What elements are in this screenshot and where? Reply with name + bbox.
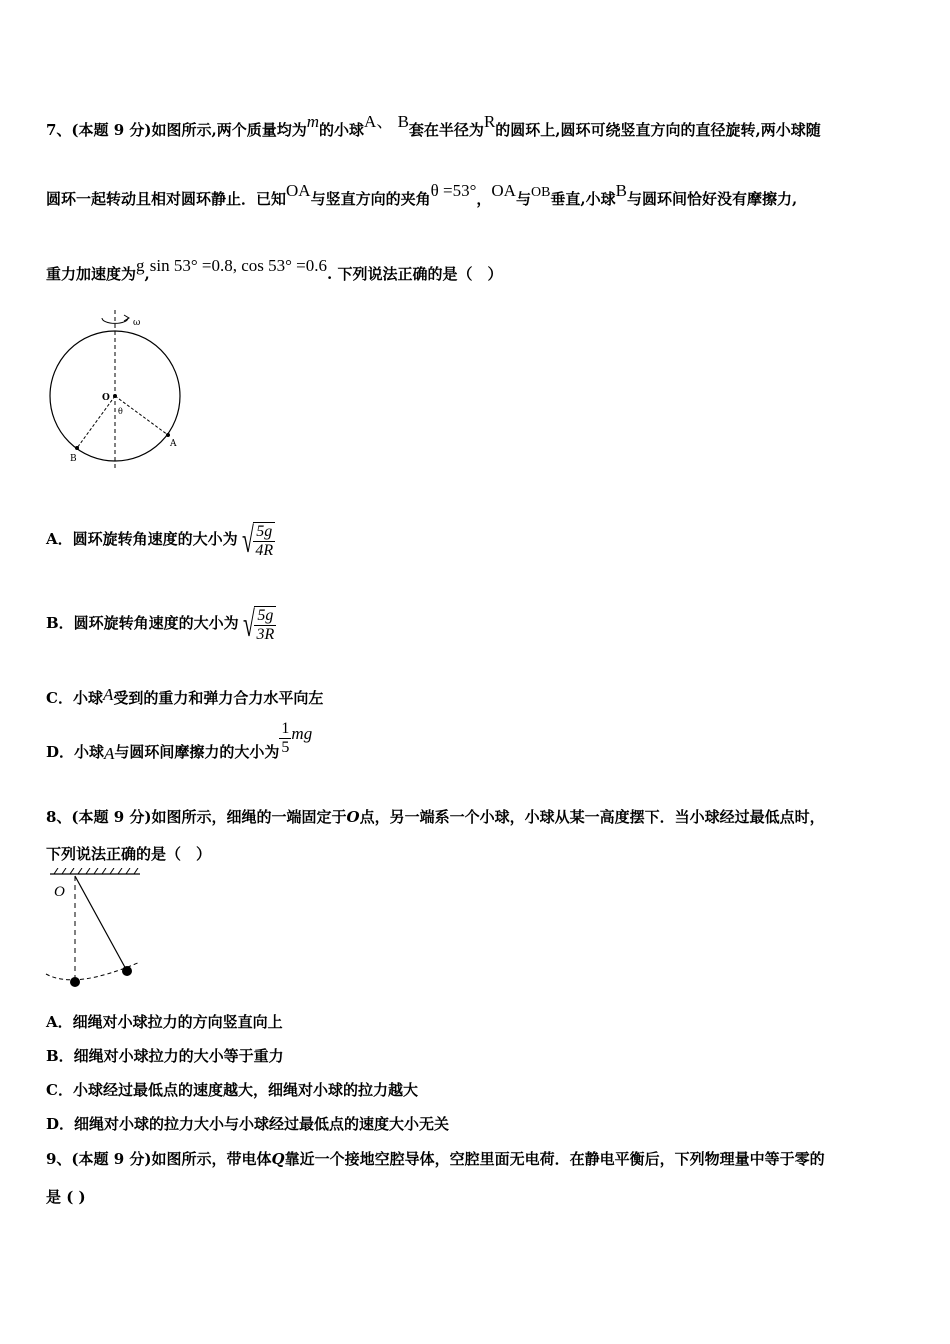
oa-line — [115, 396, 168, 435]
q8-option-a: A．细绳对小球拉力的方向竖直向上 — [46, 1013, 283, 1031]
omega-label: ω — [133, 318, 141, 328]
q9-text: 靠近一个接地空腔导体，空腔里面无电荷．在静电平衡后，下列物理量中等于零的 — [284, 1150, 825, 1168]
q7-stem-line2 — [46, 181, 798, 209]
q7-oa-symbol: OA — [286, 181, 311, 200]
ball-lowest — [70, 977, 80, 987]
q8-option-c: C．小球经过最低点的速度越大，细绳对小球的拉力越大 — [46, 1081, 418, 1099]
q7-text: 与 — [515, 190, 531, 208]
fraction-numerator: 5g — [253, 523, 275, 542]
q7-text: 重力加速度为 — [46, 265, 137, 283]
q7-option-c-text: C．小球 — [46, 689, 103, 707]
string — [75, 876, 127, 971]
q7-oa-symbol: OA — [491, 181, 516, 200]
q8-stem-line1 — [46, 806, 825, 827]
q7-text: . 下列说法正确的是（ ） — [327, 265, 503, 283]
q7-option-b-text: B．圆环旋转角速度的大小为 — [46, 614, 239, 632]
q7-mg-symbol: mg — [291, 723, 313, 743]
q9-q-symbol: Q — [271, 1150, 285, 1168]
theta-label: θ — [118, 407, 123, 416]
q7-m-symbol: m — [306, 112, 320, 131]
q7-option-d-text: D．小球 — [46, 742, 105, 761]
ceiling-hatch — [54, 868, 138, 874]
q7-stem-line3 — [46, 256, 503, 284]
q7-text: 的圆环上,圆环可绕竖直方向的直径旋转,两小球随 — [495, 121, 821, 139]
q8-text: 点，另一端系一个小球，小球从某一高度摆下．当小球经过最低点时， — [359, 808, 825, 826]
q8-option-d: D．细绳对小球的拉力大小与小球经过最低点的速度大小无关 — [46, 1115, 450, 1133]
pivot-o-label: O — [54, 884, 65, 900]
ball-swinging — [122, 966, 132, 976]
fraction-numerator: 1 — [281, 720, 290, 737]
sqrt-expression: √ $\frac{5g}{4R}$ — [241, 520, 274, 560]
q7-text: 与竖直方向的夹角 — [310, 190, 431, 208]
fraction-denominator: 4R — [255, 542, 274, 559]
q7-ob-symbol: OB — [530, 185, 551, 200]
q7-text: 的小球 — [319, 121, 365, 139]
a-label: A — [170, 439, 177, 449]
q7-text: 与圆环间恰好没有摩擦力, — [627, 190, 798, 208]
b-label: B — [70, 454, 77, 464]
q7-text: 套在半径为 — [408, 121, 484, 139]
q7-text: 圆环一起转动且相对圆环静止．已知 — [46, 190, 287, 208]
q7-text: ， — [476, 190, 492, 208]
q7-b-symbol: B — [615, 181, 627, 200]
q7-ab-symbol: A、 B — [364, 112, 409, 131]
q9-stem-line1 — [46, 1148, 825, 1169]
q7-text: 7、(本题 9 分)如图所示,两个质量均为 — [46, 121, 307, 139]
fraction-numerator: 5g — [254, 607, 276, 626]
q8-option-b: B．细绳对小球拉力的大小等于重力 — [46, 1047, 284, 1065]
q7-theta-equation: θ =53° — [430, 181, 477, 200]
q7-ring-figure — [46, 310, 191, 480]
o-label: O — [102, 393, 110, 403]
q7-option-c — [46, 687, 323, 708]
q7-text: 垂直,小球 — [550, 190, 616, 208]
q7-a-symbol: A — [104, 743, 115, 763]
q8-o-symbol: O — [346, 808, 360, 826]
q8-pendulum-figure — [44, 868, 144, 993]
sqrt-expression: √ $\frac{5g}{3R}$ — [242, 604, 275, 644]
q8-stem-line2: 下列说法正确的是（ ） — [46, 845, 212, 863]
q7-option-d — [46, 720, 313, 763]
q7-option-b — [46, 602, 276, 646]
fraction-denominator: 3R — [256, 626, 275, 643]
q7-trig-values: sin 53° =0.8, cos 53° =0.6 — [149, 256, 328, 275]
q7-stem-line1 — [46, 112, 821, 140]
q9-text: 9、(本题 9 分)如图所示，带电体 — [46, 1150, 272, 1168]
q7-r-symbol: R — [483, 112, 496, 131]
q7-option-d-text: 与圆环间摩擦力的大小为 — [114, 742, 280, 761]
q7-g-symbol: g — [136, 256, 145, 275]
q8-text: 8、(本题 9 分)如图所示，细绳的一端固定于 — [46, 808, 347, 826]
ball-b — [75, 446, 79, 450]
ball-a — [166, 433, 170, 437]
q9-stem-line2: 是 ( ) — [46, 1188, 86, 1206]
q7-option-c-text: 受到的重力和弹力合力水平向左 — [113, 689, 324, 707]
q7-option-a-text: A．圆环旋转角速度的大小为 — [46, 530, 238, 548]
fraction-denominator: 5 — [281, 739, 290, 756]
q7-option-a — [46, 518, 275, 562]
ob-line — [77, 396, 115, 448]
q7-text: , — [144, 265, 150, 283]
fraction — [279, 720, 291, 757]
q7-a-symbol: A — [102, 685, 114, 704]
